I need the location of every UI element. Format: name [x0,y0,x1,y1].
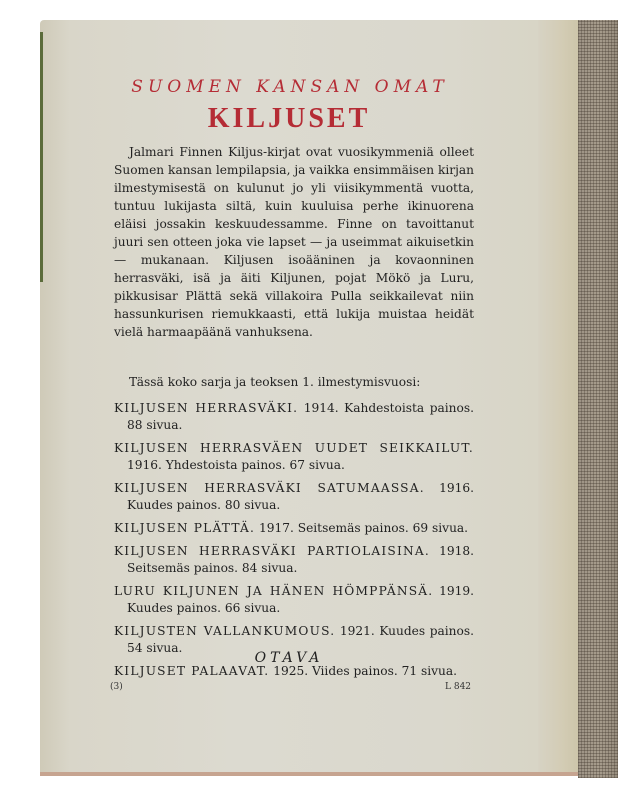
book-item-title: KILJUSEN HERRASVÄKI SATUMAASSA. [114,481,425,495]
book-item-title: KILJUSTEN VALLANKUMOUS. [114,624,336,638]
book-back-cover [40,20,580,775]
printing-number: (3) [110,682,123,692]
book-list [114,400,474,686]
book-item-details: 1916. Kuudes painos. 80 sivua. [127,481,474,512]
book-item-details: 1916. Yhdestoista painos. 67 sivua. [127,458,345,472]
book-list-item [114,440,474,474]
jacket-fold [538,20,578,775]
book-list-item [114,543,474,577]
series-title: SUOMEN KANSAN OMAT [131,77,449,97]
publisher-name: OTAVA [254,650,324,666]
intro-text [114,143,474,341]
book-list-item [114,480,474,514]
book-title: KILJUSET [207,103,371,134]
cloth-spine [578,20,618,778]
catalog-code: L 842 [445,682,472,692]
book-list-item [114,583,474,617]
book-list-item [114,400,474,434]
intro-paragraph: Jalmari Finnen Kiljus-kirjat ovat vuosikymmeniä olleet Suomen kansan lempilapsia, ja vaikka ensimmäisen kirjan ilmestymisestä on kulunut jo yli viisikymmentä vuotta, tuntuu lukijasta siltä, kuin kuuluisa perhe ikinuorena eläisi jossakin keskuudessamme. Finne on tavoittanut juuri sen otteen joka vie lapset — ja useimmat aikuisetkin — mukanaan. Kiljusen isoääninen ja kovaonninen herrasväki, isä ja äiti Kiljunen, pojat Mökö ja Luru, pikkusisar Plättä sekä villakoira Pulla seikkailevat niin hassunkurisen riemukkaasti, että lukija muistaa heidät vielä harmaapäänä vanhuksena. [114,145,474,339]
book-item-title: KILJUSEN HERRASVÄEN UUDET SEIKKAILUT. [114,441,474,455]
book-item-details: 1914. Kahdestoista painos. 88 sivua. [127,401,474,432]
book-item-details: 1921. Kuudes painos. 54 sivua. [127,624,474,655]
book-item-details: 1919. Kuudes painos. 66 sivua. [127,584,474,615]
book-item-title: KILJUSET PALAAVAT. [114,664,270,678]
book-item-title: LURU KILJUNEN JA HÄNEN HÖMPPÄNSÄ. [114,584,434,598]
cover-content [40,20,538,775]
book-item-title: KILJUSEN HERRASVÄKI. [114,401,299,415]
book-item-title: KILJUSEN PLÄTTÄ. [114,521,256,535]
book-item-details: 1917. Seitsemäs painos. 69 sivua. [258,521,469,535]
list-heading: Tässä koko sarja ja teoksen 1. ilmestymisvuosi: [129,375,421,389]
book-item-title: KILJUSEN HERRASVÄKI PARTIOLAISINA. [114,544,430,558]
book-item-details: 1925. Viides painos. 71 sivua. [273,664,458,678]
book-list-item [114,520,474,537]
book-item-details: 1918. Seitsemäs painos. 84 sivua. [127,544,474,575]
